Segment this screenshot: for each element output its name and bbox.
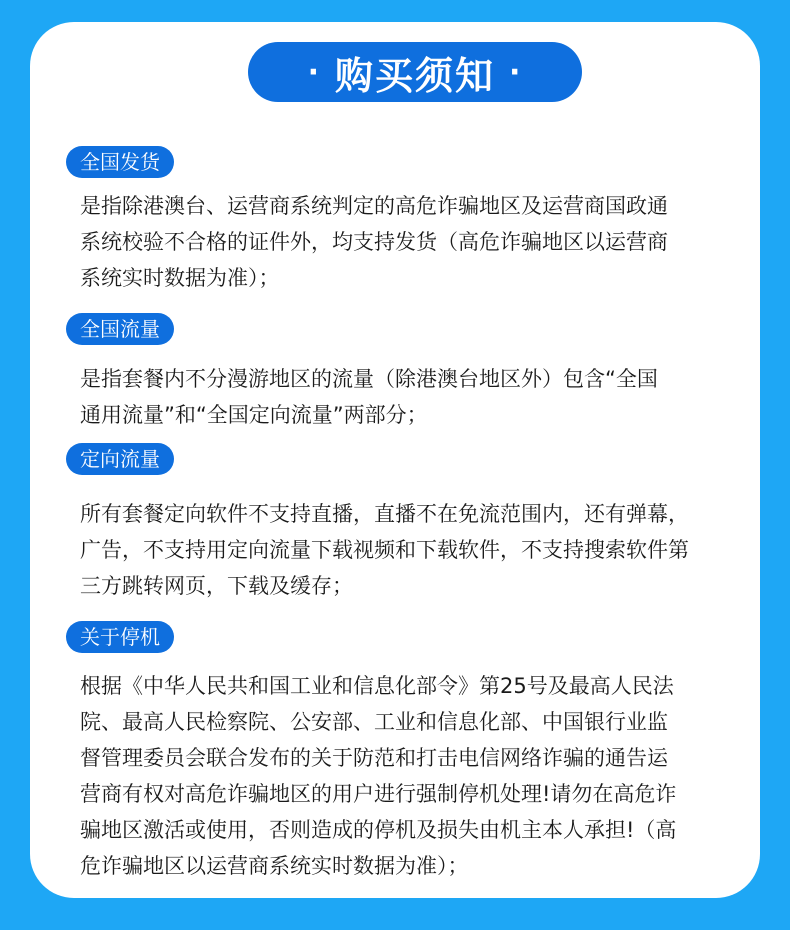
section-tag-nationwide-shipping: 全国发货 (66, 146, 174, 178)
title-dot-left: · (307, 54, 321, 90)
section-tag-targeted-data: 定向流量 (66, 443, 174, 475)
title-dot-right: · (509, 54, 523, 90)
section-text-targeted-data: 所有套餐定向软件不支持直播，直播不在免流范围内，还有弹幕， 广告，不支持用定向流量下载视频和下载软件，不支持搜索软件第 三方跳转网页，下载及缓存； (80, 502, 689, 598)
section-tag-suspension: 关于停机 (66, 621, 174, 653)
section-tag-nationwide-data: 全国流量 (66, 313, 174, 345)
section-text-suspension: 根据《中华人民共和国工业和信息化部令》第25号及最高人民法 院、最高人民检察院、公安部、工业和信息化部、中国银行业监 督管理委员会联合发布的关于防范和打击电信网络诈骗的通告运 营商有权对高危诈骗地区的用户进行强制停机处理!请勿在高危诈 骗地区激活或使用，否则造成的停机及损失由机主本人承担!（高 危诈骗地区以运营商系统实时数据为准）； (80, 674, 677, 878)
section-text-nationwide-data: 是指套餐内不分漫游地区的流量（除港澳台地区外）包含“全国 通用流量”和“全国定向流量”两部分； (80, 367, 658, 427)
page-title-text: 购买须知 (334, 53, 495, 98)
section-text-nationwide-shipping: 是指除港澳台、运营商系统判定的高危诈骗地区及运营商国政通 系统校验不合格的证件外，均支持发货（高危诈骗地区以运营商 系统实时数据为准）； (80, 194, 668, 290)
page-title (248, 42, 582, 102)
